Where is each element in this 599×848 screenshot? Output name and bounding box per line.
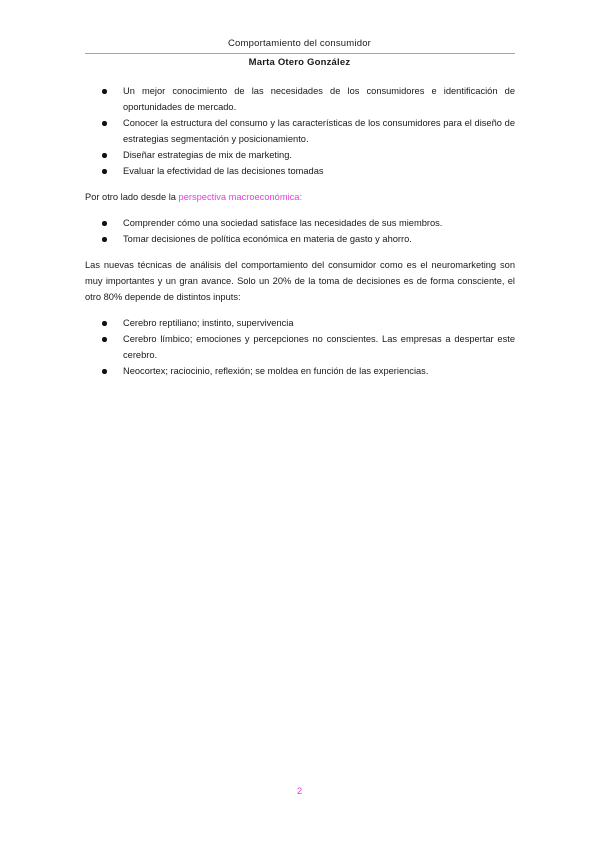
header-divider xyxy=(85,53,515,54)
bullet-icon xyxy=(102,337,107,342)
bullet-icon xyxy=(102,153,107,158)
list-item xyxy=(85,83,515,115)
macro-intro-text: Por otro lado desde la xyxy=(85,192,179,202)
macro-intro-paragraph xyxy=(85,189,515,205)
list-item-text: Evaluar la efectividad de las decisiones tomadas xyxy=(123,166,324,176)
list-item-text: Diseñar estrategias de mix de marketing. xyxy=(123,150,292,160)
macro-list xyxy=(85,215,515,247)
neuromarketing-paragraph: Las nuevas técnicas de análisis del comportamiento del consumidor como es el neuromarketing son muy importantes y un gran avance. Solo un 20% de la toma de decisiones es de forma consciente, el otro 80% depende de distintos inputs: xyxy=(85,260,515,302)
list-item xyxy=(85,315,515,331)
bullet-icon xyxy=(102,369,107,374)
list-item-text: Cerebro reptiliano; instinto, supervivencia xyxy=(123,318,294,328)
list-item-text: Conocer la estructura del consumo y las características de los consumidores para el diseño de estrategias segmentación y posicionamiento. xyxy=(123,118,515,144)
macro-highlight: perspectiva macroeconómica: xyxy=(178,192,303,202)
list-item xyxy=(85,163,515,179)
brain-list xyxy=(85,315,515,379)
list-item xyxy=(85,363,515,379)
header-title: Comportamiento del consumidor xyxy=(227,38,372,49)
list-item xyxy=(85,331,515,363)
bullet-icon xyxy=(102,121,107,126)
list-item-text: Cerebro límbico; emociones y percepciones no conscientes. Las empresas a despertar este cerebro. xyxy=(123,334,515,360)
objectives-list xyxy=(85,83,515,179)
page-number: 2 xyxy=(296,786,303,797)
bullet-icon xyxy=(102,321,107,326)
bullet-icon xyxy=(102,89,107,94)
list-item-text: Un mejor conocimiento de las necesidades de los consumidores e identificación de oportunidades de mercado. xyxy=(123,86,515,112)
bullet-icon xyxy=(102,169,107,174)
list-item xyxy=(85,215,515,231)
list-item xyxy=(85,147,515,163)
list-item-text: Comprender cómo una sociedad satisface las necesidades de sus miembros. xyxy=(123,218,443,228)
bullet-icon xyxy=(102,221,107,226)
list-item-text: Neocortex; raciocinio, reflexión; se moldea en función de las experiencias. xyxy=(123,366,429,376)
bullet-icon xyxy=(102,237,107,242)
list-item xyxy=(85,231,515,247)
page-content xyxy=(85,80,515,379)
list-item-text: Tomar decisiones de política económica en materia de gasto y ahorro. xyxy=(123,234,412,244)
list-item xyxy=(85,115,515,147)
header-author: Marta Otero González xyxy=(248,57,351,68)
